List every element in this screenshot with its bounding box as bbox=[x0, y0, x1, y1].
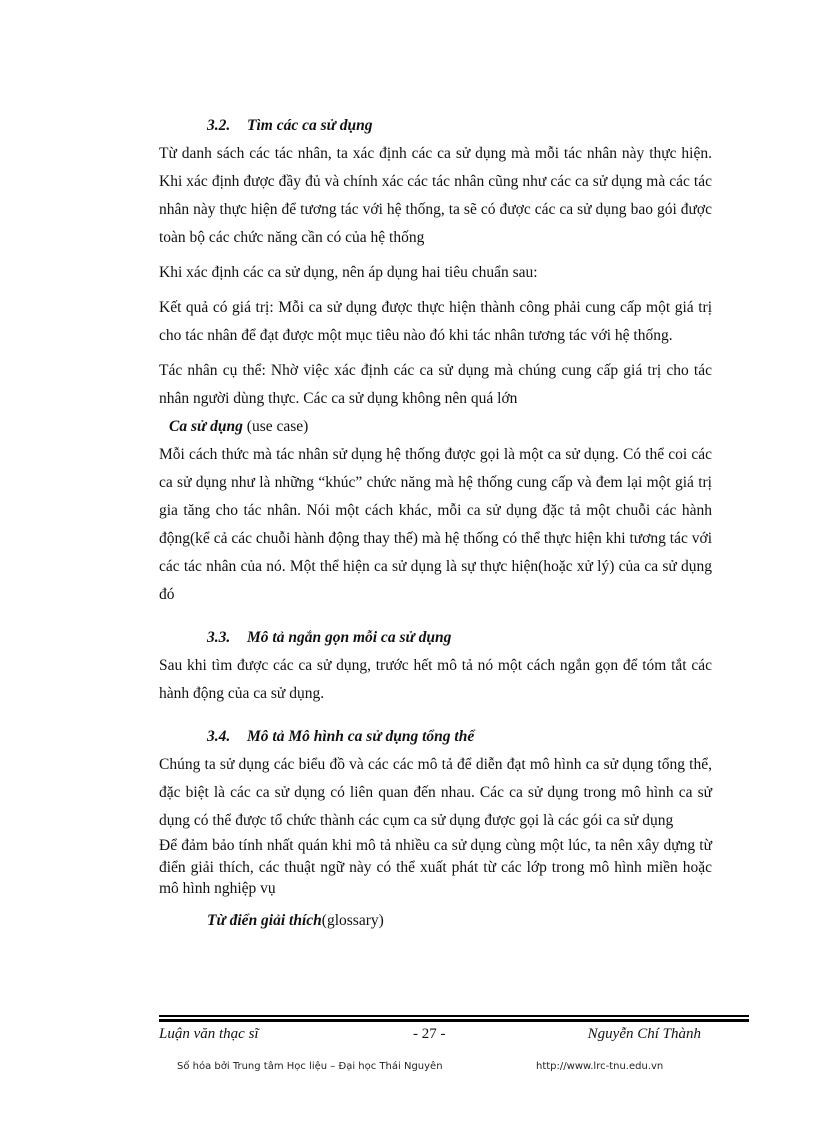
section-number: 3.3. bbox=[207, 629, 231, 646]
section-3-2-heading bbox=[159, 112, 712, 140]
paragraph: Mỗi cách thức mà tác nhân sử dụng hệ thống được gọi là một ca sử dụng. Có thể coi các ca sử dụng như là những “khúc” chức năng mà hệ thống cung cấp và đem lại một giá trị gia tăng cho tác nhân. Nói một cách khác, mỗi ca sử dụng đặc tả một chuỗi các hành động(kể cả các chuỗi hành động thay thế) mà hệ thống có thể thực hiện khi tương tác với các tác nhân của nó. Một thể hiện ca sử dụng là sự thực hiện(hoặc xử lý) của ca sử dụng đó bbox=[159, 446, 712, 603]
page-body bbox=[159, 112, 712, 935]
paragraph: Kết quả có giá trị: Mỗi ca sử dụng được thực hiện thành công phải cung cấp một giá trị cho tác nhân để đạt được một mục tiêu nào đó khi tác nhân tương tác với hệ thống. bbox=[159, 299, 712, 344]
paragraph: Tác nhân cụ thể: Nhờ việc xác định các ca sử dụng mà chúng cung cấp giá trị cho tác nhân người dùng thực. Các ca sử dụng không nên quá lớn bbox=[159, 362, 712, 407]
section-number: 3.2. bbox=[207, 117, 231, 134]
paragraph: Chúng ta sử dụng các biểu đồ và các các mô tả để diễn đạt mô hình ca sử dụng tổng thể, đặc biệt là các ca sử dụng có liên quan đến nhau. Các ca sử dụng trong mô hình ca sử dụng có thể được tổ chức thành các cụm ca sử dụng được gọi là các gói ca sử dụng bbox=[159, 756, 712, 829]
footer-thesis-label: Luận văn thạc sĩ bbox=[159, 1026, 259, 1042]
paragraph: Từ danh sách các tác nhân, ta xác định các ca sử dụng mà mỗi tác nhân này thực hiện. Khi xác định được đầy đủ và chính xác các tác nhân cũng như các ca sử dụng mà các tác nhân này thực hiện để tương tác với hệ thống, ta sẽ có được các ca sử dụng bao gói được toàn bộ các chức năng cần có của hệ thống bbox=[159, 145, 712, 246]
section-title: Tìm các ca sử dụng bbox=[247, 117, 373, 134]
paragraph: Khi xác định các ca sử dụng, nên áp dụng hai tiêu chuẩn sau: bbox=[159, 264, 538, 281]
usecase-term-suffix: (use case) bbox=[242, 418, 309, 435]
glossary-term-line bbox=[159, 907, 712, 935]
usecase-term-line bbox=[159, 413, 712, 441]
usecase-term: Ca sử dụng bbox=[169, 418, 243, 435]
digitization-credit: Số hóa bởi Trung tâm Học liệu – Đại học Thái Nguyên bbox=[177, 1061, 443, 1072]
footer-divider-thick bbox=[159, 1019, 749, 1022]
section-number: 3.4. bbox=[207, 728, 231, 745]
section-3-4-heading bbox=[159, 723, 712, 751]
section-3-3-heading bbox=[159, 624, 712, 652]
section-title: Mô tả Mô hình ca sử dụng tổng thể bbox=[247, 728, 475, 745]
paragraph: Để đảm bảo tính nhất quán khi mô tả nhiều ca sử dụng cùng một lúc, ta nên xây dựng từ điển giải thích, các thuật ngữ này có thể xuất phát từ các lớp trong mô hình miền hoặc mô hình nghiệp vụ bbox=[159, 837, 712, 897]
paragraph: Sau khi tìm được các ca sử dụng, trước hết mô tả nó một cách ngắn gọn để tóm tắt các hành động của ca sử dụng. bbox=[159, 657, 712, 702]
page-number: - 27 - bbox=[413, 1026, 446, 1042]
credit-url: http://www.lrc-tnu.edu.vn bbox=[536, 1061, 664, 1072]
glossary-term-suffix: (glossary) bbox=[321, 911, 384, 929]
glossary-term: Từ điển giải thích bbox=[207, 911, 322, 929]
footer-divider-thin bbox=[159, 1015, 749, 1017]
page-footer bbox=[159, 1023, 749, 1045]
footer-author: Nguyễn Chí Thành bbox=[587, 1026, 701, 1042]
section-title: Mô tả ngắn gọn mỗi ca sử dụng bbox=[247, 629, 452, 646]
